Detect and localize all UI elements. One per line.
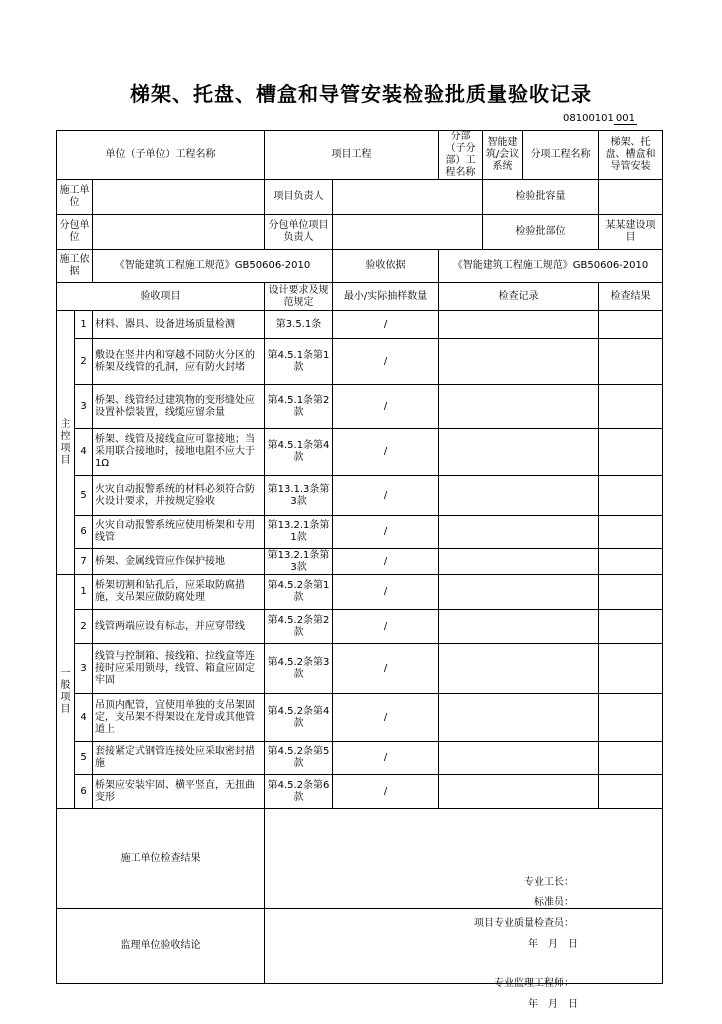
item-record[interactable] [439, 429, 599, 476]
item-requirement: 第4.5.2条第5款 [265, 742, 333, 775]
item-sample[interactable]: / [333, 429, 439, 476]
standard-officer-label: 标准员： [534, 896, 575, 908]
item-text: 线管与控制箱、接线箱、拉线盒等连接时应采用锁母，线管、箱盒应固定牢固 [93, 644, 265, 694]
item-text: 敷设在竖井内和穿越不同防火分区的桥架及线管的孔洞，应有防火封堵 [93, 339, 265, 385]
main-item-row [57, 385, 663, 429]
item-requirement: 第4.5.1条第4款 [265, 429, 333, 476]
item-requirement: 第13.1.3条第3款 [265, 476, 333, 516]
item-sample[interactable]: / [333, 311, 439, 339]
main-item-row [57, 339, 663, 385]
doc-number-seq: 001 [615, 113, 635, 124]
item-record[interactable] [439, 610, 599, 644]
item-result[interactable] [599, 385, 663, 429]
item-sample[interactable]: / [333, 339, 439, 385]
batch-location-value[interactable]: 某某建设项目 [599, 215, 663, 250]
supervision-date: 年 月 日 [528, 999, 579, 1010]
item-record[interactable] [439, 775, 599, 809]
construction-check-label: 施工单位检查结果 [57, 809, 265, 909]
item-record[interactable] [439, 742, 599, 775]
item-sample[interactable]: / [333, 476, 439, 516]
batch-location-label: 检验批部位 [483, 215, 599, 250]
item-text: 火灾自动报警系统的材料必须符合防火设计要求，并按规定验收 [93, 476, 265, 516]
item-text: 桥架、线管经过建筑物的变形缝处应设置补偿装置，线缆应留余量 [93, 385, 265, 429]
general-item-row [57, 610, 663, 644]
item-record[interactable] [439, 339, 599, 385]
item-result[interactable] [599, 575, 663, 610]
item-text: 桥架应安装牢固、横平竖直，无扭曲变形 [93, 775, 265, 809]
subcontractor-label: 分包单位 [57, 215, 93, 250]
item-no: 4 [75, 429, 93, 476]
sub-project-label: 分部（子分部）工程名称 [439, 131, 483, 180]
supervision-label: 监理单位验收结论 [57, 909, 265, 984]
item-requirement: 第3.5.1条 [265, 311, 333, 339]
header-row-3 [57, 215, 663, 250]
item-result[interactable] [599, 516, 663, 549]
item-result[interactable] [599, 311, 663, 339]
item-project-value[interactable]: 梯架、托盘、槽盒和导管安装 [599, 131, 663, 180]
construction-basis-value[interactable]: 《智能建筑工程施工规范》GB50606-2010 [93, 250, 333, 283]
subcontractor-value[interactable] [93, 215, 265, 250]
col-record: 检查记录 [439, 283, 599, 311]
general-item-row [57, 742, 663, 775]
general-item-row [57, 775, 663, 809]
item-result[interactable] [599, 694, 663, 742]
item-sample[interactable]: / [333, 742, 439, 775]
item-text: 线管两端应设有标志，并应穿带线 [93, 610, 265, 644]
foreman-label: 专业工长： [524, 876, 575, 888]
general-item-row [57, 644, 663, 694]
unit-name-label: 单位（子单位）工程名称 [57, 131, 265, 180]
main-group-label: 主控项目 [57, 311, 75, 575]
col-sample: 最小/实际抽样数量 [333, 283, 439, 311]
quality-inspector-label: 项目专业质量检查员： [474, 917, 575, 929]
item-no: 7 [75, 549, 93, 575]
sub-manager-label: 分包单位项目负责人 [265, 215, 333, 250]
item-no: 2 [75, 339, 93, 385]
construction-unit-label: 施工单位 [57, 180, 93, 215]
item-record[interactable] [439, 694, 599, 742]
header-row-2 [57, 180, 663, 215]
col-requirement: 设计要求及规范规定 [265, 283, 333, 311]
supervision-signatures[interactable] [265, 909, 663, 1010]
item-sample[interactable]: / [333, 516, 439, 549]
item-requirement: 第13.2.1条第1款 [265, 516, 333, 549]
item-text: 桥架、线管及接线盒应可靠接地；当采用联合接地时，接地电阻不应大于1Ω [93, 429, 265, 476]
item-record[interactable] [439, 311, 599, 339]
item-record[interactable] [439, 549, 599, 575]
construction-check-signatures[interactable] [265, 809, 663, 950]
main-item-row [57, 549, 663, 575]
unit-name-value[interactable]: 项目工程 [265, 131, 439, 180]
item-no: 3 [75, 644, 93, 694]
item-sample[interactable]: / [333, 549, 439, 575]
item-result[interactable] [599, 610, 663, 644]
item-result[interactable] [599, 476, 663, 516]
supervising-engineer-label: 专业监理工程师： [494, 978, 575, 989]
main-item-row [57, 476, 663, 516]
item-record[interactable] [439, 476, 599, 516]
item-record[interactable] [439, 644, 599, 694]
item-text: 材料、器具、设备进场质量检测 [93, 311, 265, 339]
item-sample[interactable]: / [333, 385, 439, 429]
item-no: 2 [75, 610, 93, 644]
construction-date: 年 月 日 [528, 938, 579, 950]
item-sample[interactable]: / [333, 644, 439, 694]
item-sample[interactable]: / [333, 610, 439, 644]
item-sample[interactable]: / [333, 694, 439, 742]
item-requirement: 第4.5.2条第3款 [265, 644, 333, 694]
item-no: 1 [75, 311, 93, 339]
inspection-form [56, 130, 663, 1010]
general-item-row [57, 694, 663, 742]
main-item-row [57, 516, 663, 549]
sub-project-value[interactable]: 智能建筑/会议系统 [483, 131, 523, 180]
item-text: 桥架切割和钻孔后，应采取防腐措施，支吊架应做防腐处理 [93, 575, 265, 610]
construction-check-row [57, 809, 663, 909]
acceptance-basis-label: 验收依据 [333, 250, 439, 283]
item-requirement: 第4.5.1条第2款 [265, 385, 333, 429]
item-text: 火灾自动报警系统应使用桥架和专用线管 [93, 516, 265, 549]
item-requirement: 第4.5.2条第6款 [265, 775, 333, 809]
item-no: 6 [75, 775, 93, 809]
sub-manager-value[interactable] [333, 215, 483, 250]
item-result[interactable] [599, 742, 663, 775]
item-result[interactable] [599, 644, 663, 694]
column-header-row [57, 283, 663, 311]
item-no: 1 [75, 575, 93, 610]
item-no: 4 [75, 694, 93, 742]
col-result: 检查结果 [599, 283, 663, 311]
item-requirement: 第4.5.1条第1款 [265, 339, 333, 385]
item-requirement: 第4.5.2条第4款 [265, 694, 333, 742]
item-requirement: 第4.5.2条第1款 [265, 575, 333, 610]
doc-number [563, 113, 637, 125]
batch-capacity-label: 检验批容量 [483, 180, 599, 215]
item-no: 5 [75, 476, 93, 516]
item-result[interactable] [599, 429, 663, 476]
col-item: 验收项目 [57, 283, 265, 311]
general-group-label: 一般项目 [57, 575, 75, 809]
item-no: 3 [75, 385, 93, 429]
construction-basis-label: 施工依据 [57, 250, 93, 283]
item-record[interactable] [439, 385, 599, 429]
item-record[interactable] [439, 516, 599, 549]
item-text: 套接紧定式钢管连接处应采取密封措施 [93, 742, 265, 775]
header-row-4 [57, 250, 663, 283]
main-item-row [57, 311, 663, 339]
item-sample[interactable]: / [333, 575, 439, 610]
item-result[interactable] [599, 339, 663, 385]
page-title: 梯架、托盘、槽盒和导管安装检验批质量验收记录 [130, 82, 592, 106]
header-row-1 [57, 131, 663, 180]
project-manager-value[interactable] [333, 180, 483, 215]
batch-capacity-value[interactable] [599, 180, 663, 215]
construction-unit-value[interactable] [93, 180, 265, 215]
item-text: 吊顶内配管，宜使用单独的支吊架固定，支吊架不得架设在龙骨或其他管道上 [93, 694, 265, 742]
item-requirement: 第13.2.1条第3款 [265, 549, 333, 575]
item-sample[interactable]: / [333, 775, 439, 809]
item-result[interactable] [599, 775, 663, 809]
item-no: 6 [75, 516, 93, 549]
project-manager-label: 项目负责人 [265, 180, 333, 215]
item-text: 桥架、金属线管应作保护接地 [93, 549, 265, 575]
item-record[interactable] [439, 575, 599, 610]
main-item-row [57, 429, 663, 476]
item-no: 5 [75, 742, 93, 775]
item-result[interactable] [599, 549, 663, 575]
item-project-label: 分项工程名称 [523, 131, 599, 180]
item-requirement: 第4.5.2条第2款 [265, 610, 333, 644]
acceptance-basis-value[interactable]: 《智能建筑工程施工规范》GB50606-2010 [439, 250, 663, 283]
general-item-row [57, 575, 663, 610]
doc-number-code: 08100101 [563, 113, 614, 124]
